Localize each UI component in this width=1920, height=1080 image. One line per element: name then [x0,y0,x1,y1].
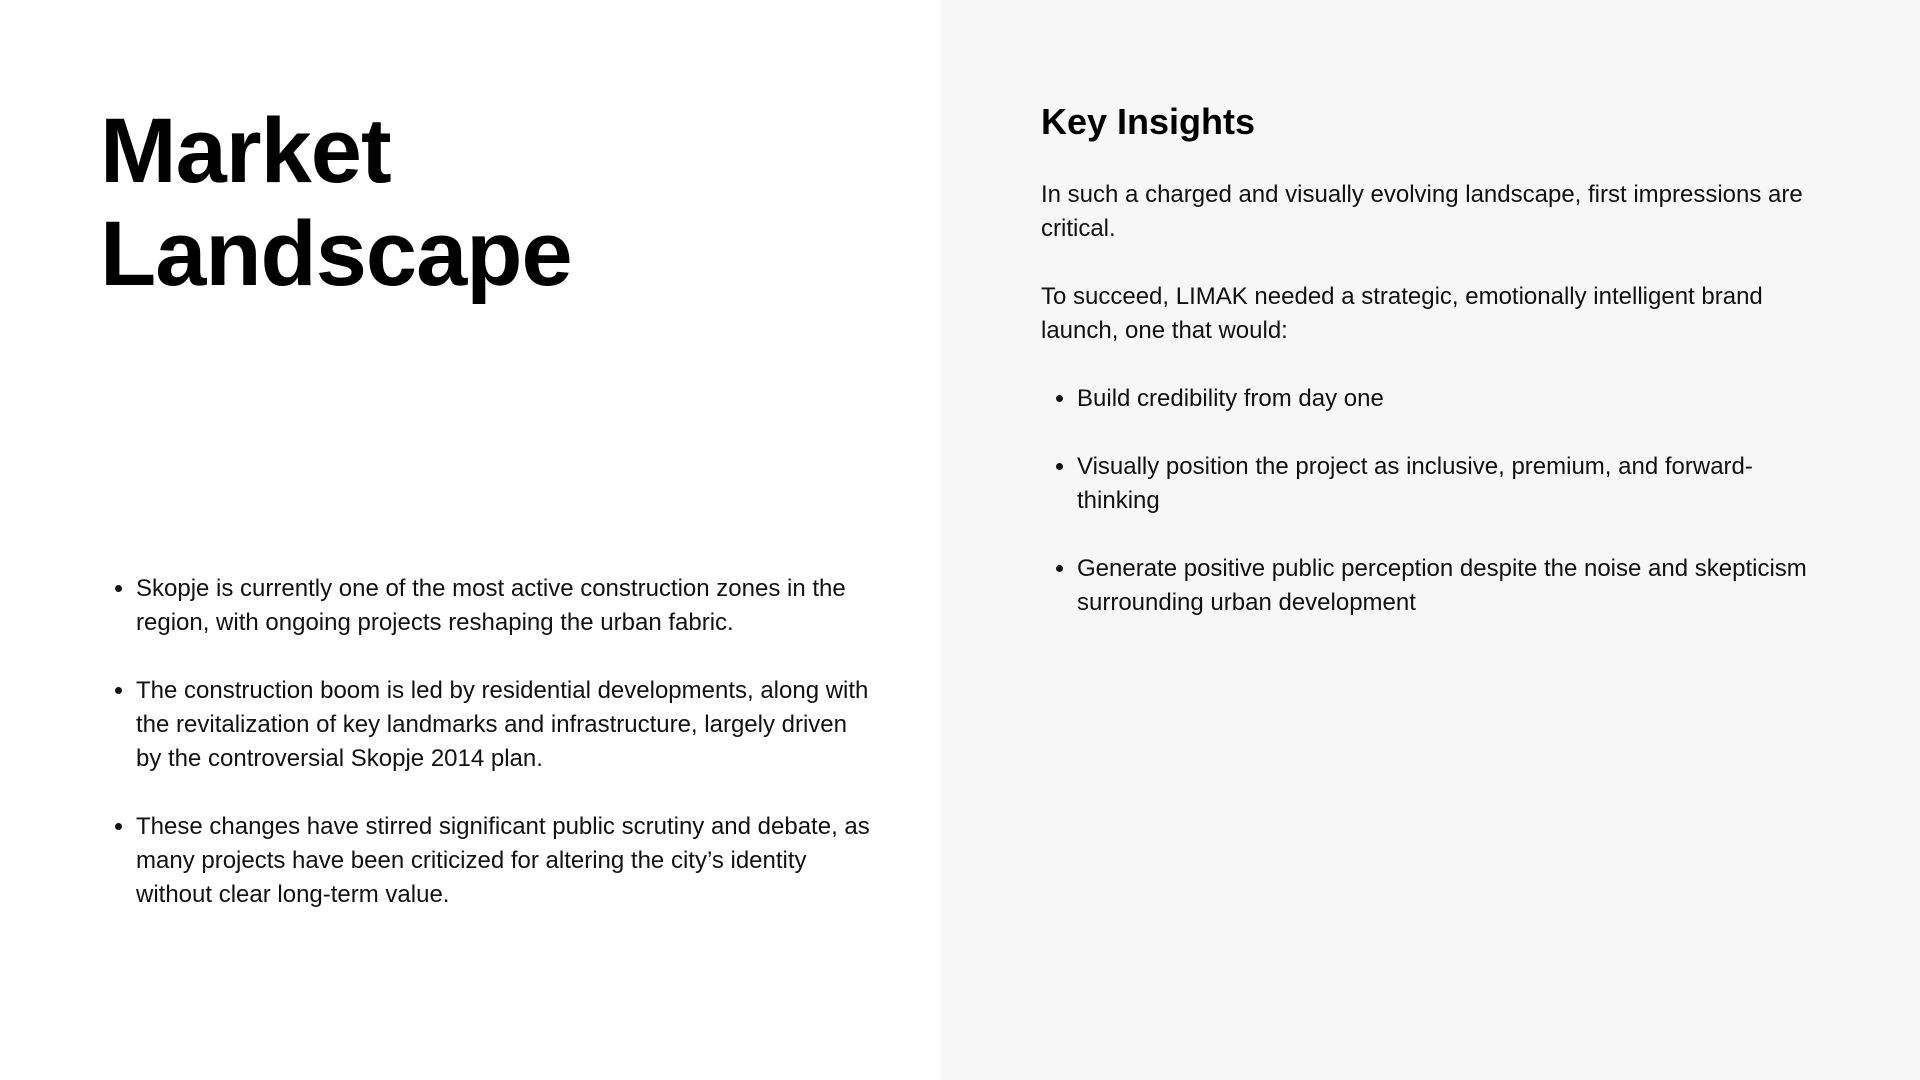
insights-paragraph-2: To succeed, LIMAK needed a strategic, emotionally intelligent brand launch, one that would: [1041,283,1763,344]
list-item: • These changes have stirred significant public scrutiny and debate, as many projects have been criticized for altering the city’s identity without clear long-term value. [136,810,876,912]
list-item: • Generate positive public perception despite the noise and skepticism surrounding urban development [1077,552,1831,620]
insights-paragraph-1: In such a charged and visually evolving landscape, first impressions are critical. [1041,181,1803,242]
key-insights-body [1041,178,1831,620]
key-insights-list [1041,382,1831,620]
key-insights-heading: Key Insights [1041,101,1256,142]
list-item: • The construction boom is led by residential developments, along with the revitalization of key landmarks and infrastructure, largely driven by the controversial Skopje 2014 plan. [136,674,876,776]
market-landscape-list [100,572,876,912]
list-item: • Skopje is currently one of the most active construction zones in the region, with ongoing projects reshaping the urban fabric. [136,572,876,640]
list-item: • Visually position the project as inclusive, premium, and forward-thinking [1077,450,1831,518]
market-landscape-panel [0,0,941,1080]
list-item: • Build credibility from day one [1077,382,1831,416]
page-title [100,100,572,306]
key-insights-panel [941,0,1920,1080]
page-title-line-2: Landscape [100,203,572,305]
page-title-line-1: Market [100,100,391,202]
